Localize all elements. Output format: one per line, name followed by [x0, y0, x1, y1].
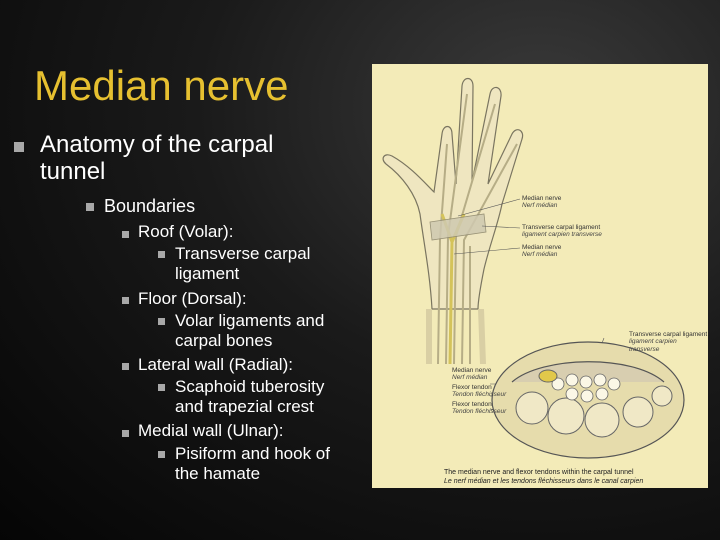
label-median-nerve: Median nerve Nerf médian — [522, 195, 562, 210]
item-roof-detail: Transverse carpal ligament — [175, 244, 311, 284]
bullet-marker — [14, 142, 24, 152]
label-median-nerve-2: Median nerve Nerf médian — [522, 244, 562, 259]
bullet-marker — [158, 251, 165, 258]
item-floor-detail: Volar ligaments and carpal bones — [175, 311, 325, 351]
label-cs-flexor-tendon: Flexor tendon Tendon fléchisseur — [452, 384, 507, 399]
item-medial-detail: Pisiform and hook of the hamate — [175, 444, 330, 484]
caption-english: The median nerve and flexor tendons within the carpal tunnel — [444, 469, 634, 476]
item-lateral-detail: Scaphoid tuberosity and trapezial crest — [175, 377, 325, 417]
bullet-marker — [158, 384, 165, 391]
label-cs-flexor-tendon-2: Flexor tendon Tendon fléchisseur — [452, 401, 507, 416]
item-floor: Floor (Dorsal): — [138, 289, 247, 308]
figure-caption — [444, 469, 706, 487]
bullet-marker — [86, 203, 94, 211]
label-transverse-carpal-ligament: Transverse carpal ligament ligament carpien transverse — [522, 224, 602, 239]
bullet-boundaries: Boundaries — [104, 196, 196, 216]
anatomy-figure — [372, 64, 708, 488]
label-cs-ligament: Transverse carpal ligament ligament carpien transverse — [629, 331, 708, 353]
bullet-anatomy: Anatomy of the carpal tunnel — [40, 131, 274, 185]
bullet-marker — [122, 231, 129, 238]
item-lateral: Lateral wall (Radial): — [138, 355, 293, 374]
bullet-marker — [158, 318, 165, 325]
bullet-marker — [122, 363, 129, 370]
item-roof: Roof (Volar): — [138, 222, 234, 241]
cross-section — [492, 342, 684, 458]
item-medial: Medial wall (Ulnar): — [138, 421, 284, 440]
hand-illustration — [372, 64, 708, 488]
bullet-marker — [158, 451, 165, 458]
bullet-marker — [122, 297, 129, 304]
slide-title: Median nerve — [34, 62, 289, 109]
bullet-marker — [122, 430, 129, 437]
label-cs-median-nerve: Median nerve Nerf médian — [452, 367, 492, 382]
caption-french: Le nerf médian et les tendons fléchisseurs dans le canal carpien — [444, 477, 644, 485]
